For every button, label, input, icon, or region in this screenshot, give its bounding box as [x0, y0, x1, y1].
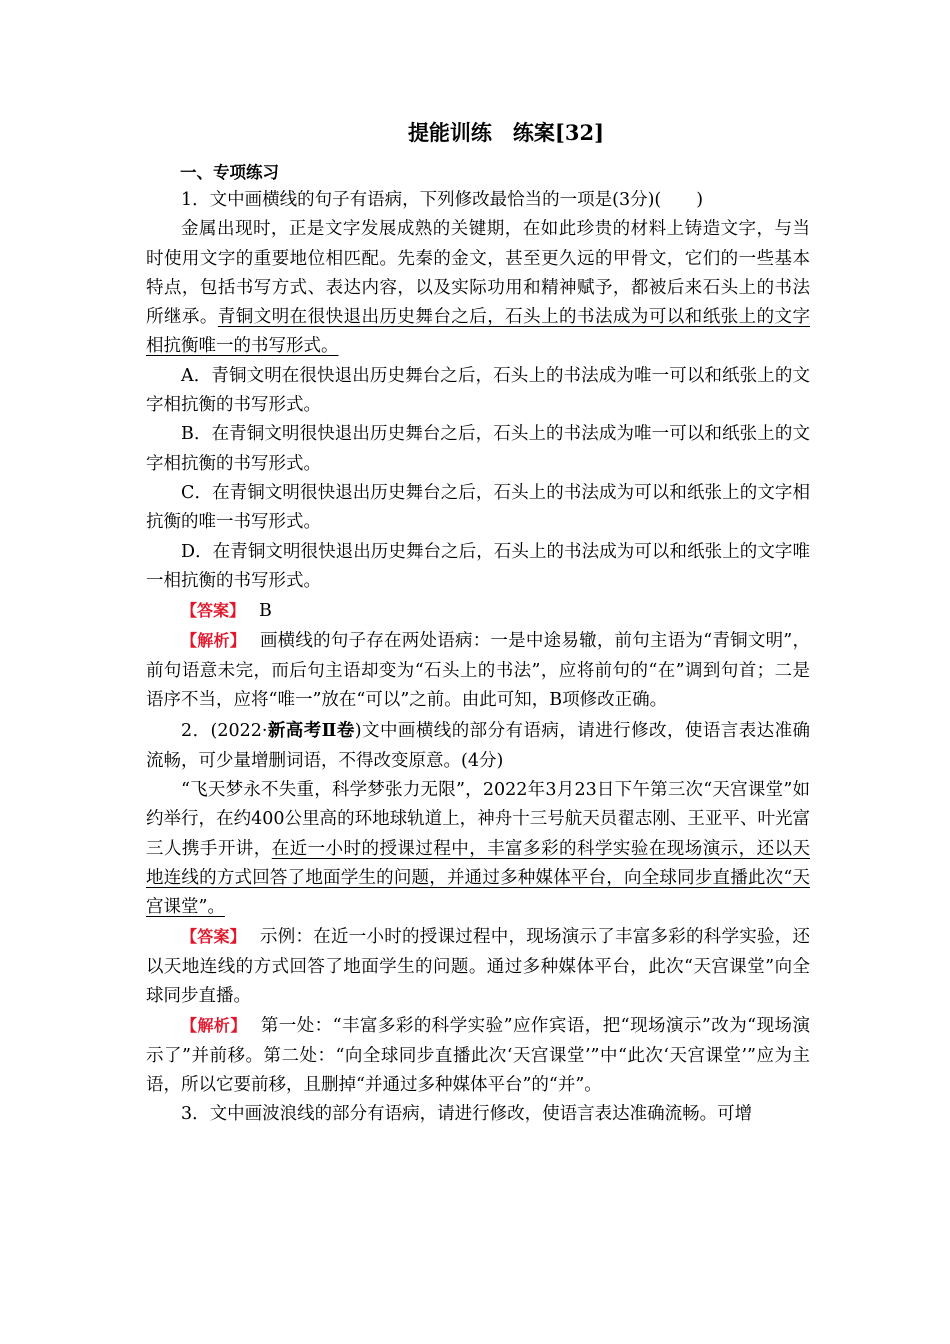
question-2-stem-suffix: )文中画横线的部分有语病，请进行修改，使语言表达准确流畅，可少量增删词语，不得改变原意。(4分)	[146, 721, 811, 771]
question-1-analysis-text: 画横线的句子存在两处语病：一是中途易辙，前句主语为“青铜文明”，前句语意未完，而后句主语却变为“石头上的书法”，应将前句的“在”调到句首；二是语序不当，应将“唯一”放在“可以”之前。由此可知，B项修改正确。	[146, 631, 810, 711]
question-2-analysis	[146, 1011, 810, 1100]
question-1-option-d: D．在青铜文明很快退出历史舞台之后，石头上的书法成为可以和纸张上的文字唯一相抗衡的书写形式。	[146, 541, 810, 591]
question-2-answer-text: 示例：在近一小时的授课过程中，现场演示了丰富多彩的科学实验，还以天地连线的方式回答了地面学生的问题。通过多种媒体平台，此次“天宫课堂”向全球同步直播。	[146, 927, 810, 1007]
question-1-answer-text: B	[259, 601, 272, 622]
answer-tag: 【答案】	[181, 601, 246, 621]
question-2-answer	[146, 922, 810, 1011]
document-page	[146, 118, 810, 1130]
question-1-stem: 1．文中画横线的句子有语病，下列修改最恰当的一项是(3分)( )	[181, 190, 704, 210]
question-2-passage-text: “飞天梦永不失重，科学梦张力无限”，2022年3月23日下午第三次“天宫课堂”如约举行，在约400公里高的环地球轨道上，神舟十三号航天员翟志刚、王亚平、叶光富三人携手开讲，	[146, 779, 810, 859]
question-1-passage	[146, 215, 810, 361]
question-2-underlined-sentence: 在近一小时的授课过程中，丰富多彩的科学实验在现场演示，还以天地连线的方式回答了地面学生的问题，并通过多种媒体平台，向全球同步直播此次“天宫课堂”。	[146, 838, 811, 918]
question-1	[146, 186, 810, 715]
question-1-option-a: A．青铜文明在很快退出历史舞台之后，石头上的书法成为唯一可以和纸张上的文字相抗衡的书写形式。	[146, 365, 810, 416]
analysis-tag: 【解析】	[181, 631, 246, 651]
question-2-stem	[146, 717, 810, 776]
question-1-underlined-sentence: 青铜文明在很快退出历史舞台之后，石头上的书法成为可以和纸张上的文字相抗衡唯一的书写形式。	[146, 307, 811, 357]
question-1-analysis	[146, 626, 810, 715]
answer-tag: 【答案】	[181, 927, 246, 947]
question-2-stem-prefix: 2．(2022·	[181, 721, 268, 742]
section-heading: 一、专项练习	[180, 163, 279, 182]
question-1-option-c: C．在青铜文明很快退出历史舞台之后，石头上的书法成为可以和纸张上的文字相抗衡的唯一书写形式。	[146, 482, 810, 533]
question-1-option-b: B．在青铜文明很快退出历史舞台之后，石头上的书法成为唯一可以和纸张上的文字相抗衡的书写形式。	[146, 424, 810, 474]
page-title: 提能训练 练案[32]	[407, 120, 605, 145]
question-2-source: 新高考Ⅱ卷	[267, 721, 355, 742]
question-2	[146, 717, 810, 1100]
question-1-answer	[146, 596, 810, 626]
question-1-passage-text: 金属出现时，正是文字发展成熟的关键期，在如此珍贵的材料上铸造文字，与当时使用文字的重要地位相匹配。先秦的金文，甚至更久远的甲骨文，它们的一些基本特点，包括书写方式、表达内容，以及实际功用和精神赋予，都被后来石头上的书法所继承。	[146, 219, 810, 328]
question-2-analysis-text: 第一处：“丰富多彩的科学实验”应作宾语，把“现场演示”改为“现场演示了”并前移。第二处：“向全球同步直播此次‘天宫课堂’”中“此次‘天宫课堂’”应为主语，所以它要前移，且删掉“并通过多种媒体平台”的“并”。	[146, 1016, 810, 1095]
question-3-stem: 3．文中画波浪线的部分有语病，请进行修改，使语言表达准确流畅。可增	[181, 1104, 753, 1125]
question-2-passage	[146, 776, 810, 922]
analysis-tag: 【解析】	[181, 1016, 247, 1036]
question-3	[146, 1100, 810, 1129]
